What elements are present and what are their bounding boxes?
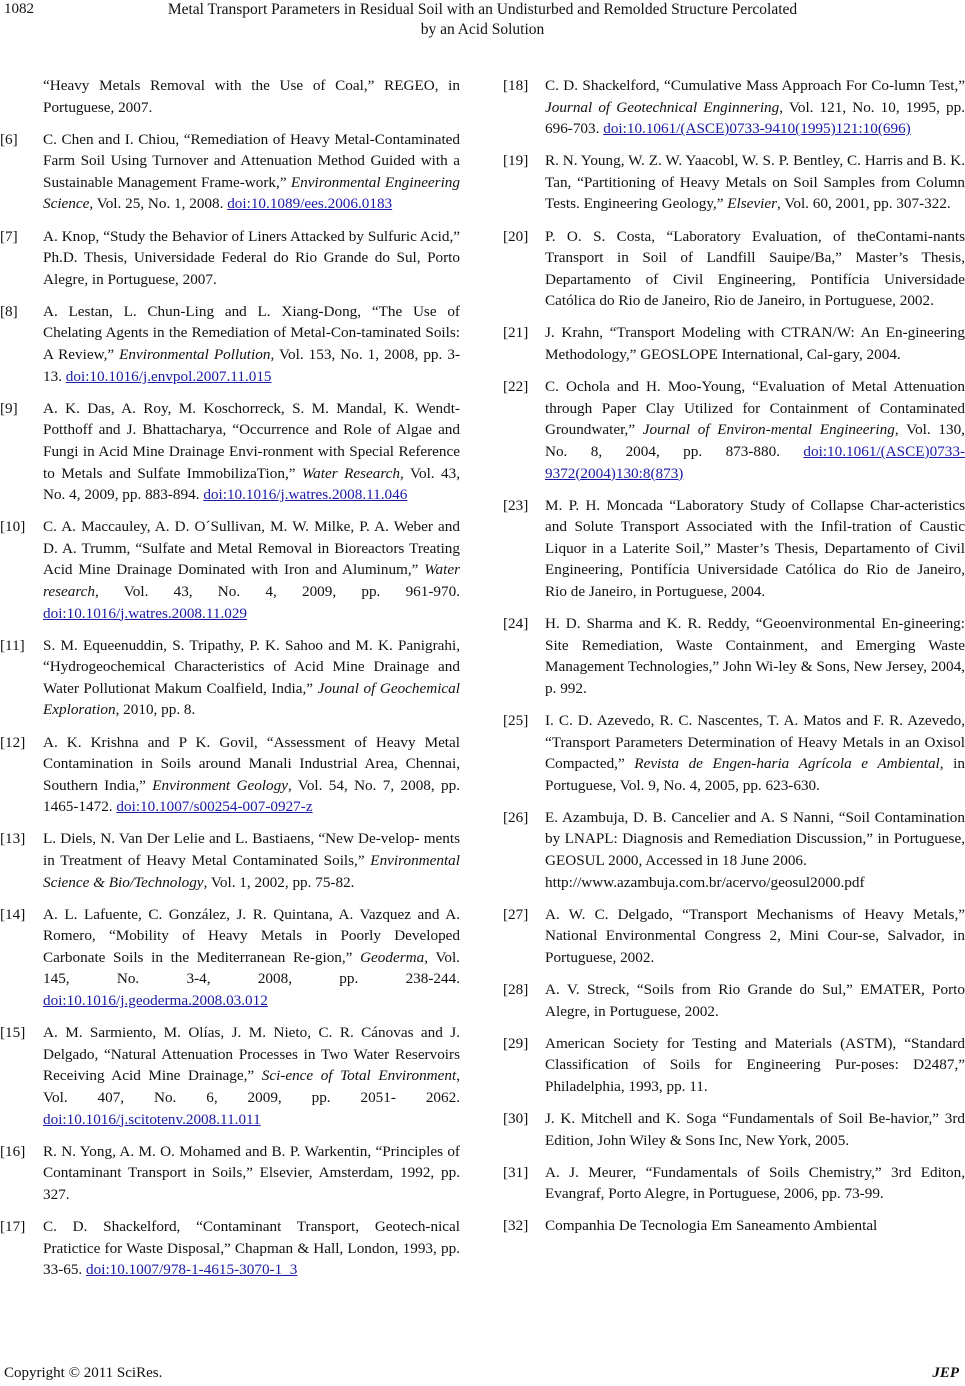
reference-number: [28] [503, 980, 529, 998]
reference-journal: Sci-ence of Total Environment [261, 1067, 457, 1085]
reference-url[interactable]: http://www.azambuja.com.br/acervo/geosul2000.pdf [545, 873, 865, 891]
reference-body: C. D. Shackelford, “Contaminant Transport, Geotech-nical Pratictice for Waste Disposal,” Chapman & Hall, London, 1993, pp. 33-65. [43, 1217, 460, 1279]
running-head [70, 0, 895, 40]
reference-text [545, 906, 965, 966]
reference-text [545, 712, 965, 794]
reference-details: , 2010, pp. 8. [115, 701, 196, 719]
reference-item [503, 1033, 965, 1098]
reference-item [0, 1141, 460, 1206]
reference-continuation: “Heavy Metals Removal with the Use of Coal,” REGEO, in Portuguese, 2007. [43, 77, 460, 116]
reference-number: [19] [503, 152, 529, 170]
reference-body: M. P. H. Moncada “Laboratory Study of Collapse Char-acteristics and Solute Transport Associated with the Infil-tration of Caustic Liquor in a Laterite Soil,” Master’s Thesis, Departamento of Civil Engineering, Pontifícia Universidade Católica do Rio de Janeiro, Rio de Janeiro, in Portuguese, 2004. [545, 496, 965, 600]
reference-details: , Vol. 54, No. 7, 2008, pp. 1465-1472. [43, 776, 461, 816]
reference-text [545, 1035, 965, 1095]
reference-body: E. Azambuja, D. B. Cancelier and A. S Nanni, “Soil Contamination by LNAPL: Diagnosis and Remediation Discussion,” in Portuguese, GEOSUL 2000, Accessed in 18 June 2006. [545, 808, 965, 869]
reference-number: [11] [0, 636, 25, 654]
footer-copyright: Copyright © 2011 SciRes. [4, 1365, 163, 1381]
reference-journal: Water Research [301, 464, 401, 482]
reference-item [0, 635, 460, 721]
reference-number: [8] [0, 302, 18, 320]
reference-body: A. M. Sarmiento, M. Olías, J. M. Nieto, C. R. Cánovas and J. Delgado, “Natural Attenuation Processes in Two Water Reservoirs Receiving Acid Mine Drainage,” [43, 1024, 460, 1085]
reference-number: [21] [503, 324, 529, 342]
left-column [0, 75, 461, 1291]
reference-text [43, 1143, 460, 1203]
reference-number: [6] [0, 130, 18, 148]
reference-journal: Journal of Geotechnical Enginnering [545, 98, 780, 116]
reference-number: [20] [503, 227, 529, 245]
doi-link[interactable]: doi:10.1061/(ASCE)0733-9372(2004)130:8(873) [545, 442, 965, 482]
reference-item [0, 129, 460, 215]
reference-item [503, 1215, 965, 1237]
reference-number: [29] [503, 1034, 529, 1052]
reference-body: P. O. S. Costa, “Laboratory Evaluation, of theContami-nants Transport in Soil of Landfill Sauipe/Ba,” Master’s Thesis, Departamento of Civil Engineering, Pontifícia Universidade Católica do Rio de Janeiro, Rio de Janeiro, in Portuguese, 2002. [545, 227, 965, 310]
reference-journal: Environmental Pollution [119, 346, 271, 364]
reference-item [503, 376, 965, 484]
reference-details: , Vol. 25, No. 1, 2008. [89, 195, 228, 213]
reference-text [43, 131, 460, 213]
reference-body: R. N. Young, W. Z. W. Yaacobl, W. S. P. Bentley, C. Harris and B. K. Tan, “Partitioning of Heavy Metals on Soil Samples from Column Tests. Engineering Geology,” [545, 152, 965, 213]
reference-number: [10] [0, 518, 26, 536]
reference-text [43, 734, 460, 816]
reference-text [545, 1164, 965, 1203]
reference-body: J. Krahn, “Transport Modeling with CTRAN/W: An En-gineering Methodology,” GEOSLOPE International, Cal-gary, 2004. [545, 324, 965, 364]
reference-item [0, 1022, 460, 1130]
reference-details: , Vol. 1, 2002, pp. 75-82. [203, 873, 355, 891]
doi-link[interactable]: doi:10.1016/j.watres.2008.11.046 [203, 486, 408, 504]
reference-journal: Environment Geology [152, 776, 288, 794]
reference-item [503, 495, 965, 603]
left-reference-list [0, 129, 461, 1281]
reference-text [43, 1024, 460, 1127]
reference-journal: Environmental Engineering Science [43, 173, 460, 213]
running-head-line2: by an Acid Solution [420, 21, 545, 38]
reference-number: [14] [0, 905, 26, 923]
reference-text [545, 809, 965, 893]
reference-body: A. V. Streck, “Soils from Rio Grande do Sul,” EMATER, Porto Alegre, in Portuguese, 2002. [545, 980, 965, 1020]
reference-item [0, 301, 460, 387]
reference-text [545, 324, 965, 363]
reference-item [503, 322, 965, 365]
reference-item [503, 75, 965, 140]
doi-link[interactable]: doi:10.1061/(ASCE)0733-9410(1995)121:10(696) [603, 120, 911, 138]
reference-body: C. Ochola and H. Moo-Young, “Evaluation of Metal Attenuation through Paper Clay Utilized for Containment of Contaminated Groundwater,” [545, 378, 965, 439]
reference-text [545, 981, 965, 1020]
reference-body: A. K. Krishna and P K. Govil, “Assessment of Heavy Metal Contamination in Soils around Manali Industrial Area, Chennai, Southern India,” [43, 733, 460, 794]
footer-journal-abbr: JEP [932, 1365, 959, 1381]
reference-item [503, 979, 965, 1022]
reference-details: , in Portuguese, Vol. 9, No. 4, 2005, pp. 623-630. [545, 755, 965, 794]
reference-item [503, 226, 965, 312]
doi-link[interactable]: doi:10.1007/978-1-4615-3070-1_3 [86, 1261, 298, 1279]
reference-item [0, 226, 460, 291]
reference-journal: Elsevier [727, 195, 778, 213]
reference-body: A. Knop, “Study the Behavior of Liners Attacked by Sulfuric Acid,” Ph.D. Thesis, Universidade Federal do Rio Grande do Sul, Porto Alegre, in Portuguese, 2007. [43, 227, 460, 288]
reference-text [545, 1217, 877, 1234]
reference-journal: Journal of Environ-mental Engineering [642, 421, 895, 439]
reference-number: [16] [0, 1142, 26, 1160]
reference-number: [32] [503, 1217, 529, 1235]
reference-number: [23] [503, 496, 529, 514]
reference-number: [27] [503, 905, 529, 923]
reference-body: H. D. Sharma and K. R. Reddy, “Geoenvironmental En-gineering: Site Remediation, Waste Containment, and Emerging Waste Management Technologies,” John Wi-ley & Sons, New Jersey, 2004, p. 992. [545, 615, 965, 697]
reference-details: , Vol. 121, No. 10, 1995, pp. 696-703. [545, 98, 965, 138]
reference-journal: Environmental Science & Bio/Technology [43, 852, 460, 891]
running-head-line1: Metal Transport Parameters in Residual Soil with an Undisturbed and Remolded Structure Percolated [167, 1, 798, 18]
reference-item [0, 516, 460, 624]
reference-number: [13] [0, 830, 26, 848]
doi-link[interactable]: doi:10.1016/j.watres.2008.11.029 [43, 604, 248, 622]
reference-item [0, 732, 461, 818]
right-reference-list [503, 75, 965, 1237]
reference-number: [30] [503, 1109, 529, 1127]
reference-body: A. L. Lafuente, C. González, J. R. Quintana, A. Vazquez and A. Romero, “Mobility of Heavy Metals in Poorly Developed Carbonate Soils in the Mediterranean Re-gion,” [43, 905, 460, 966]
doi-link[interactable]: doi:10.1007/s00254-007-0927-z [116, 798, 313, 816]
reference-journal: Geoderma [360, 948, 425, 966]
reference-details: , Vol. 43, No. 4, 2009, pp. 961-970. [95, 582, 460, 600]
reference-text [43, 906, 460, 1009]
reference-journal: Jounal of Geochemical Exploration [43, 679, 460, 719]
reference-item [503, 807, 965, 893]
reference-body: A. Lestan, L. Chun-Ling and L. Xiang-Dong, “The Use of Chelating Agents in the Remediation of Metal-Con-taminated Soils: A Review,” [43, 302, 460, 364]
reference-item [503, 1108, 965, 1151]
reference-item [0, 398, 460, 506]
reference-body: A. J. Meurer, “Fundamentals of Soils Chemistry,” 3rd Editon, Evangraf, Porto Alegre, in Portuguese, 2006, pp. 73-99. [545, 1163, 965, 1203]
reference-item [503, 150, 965, 215]
reference-number: [18] [503, 77, 529, 94]
reference-number: [31] [503, 1163, 529, 1181]
reference-body: R. N. Yong, A. M. O. Mohamed and B. P. Warkentin, “Principles of Contaminant Transport in Soils,” Elsevier, Amsterdam, 1992, pp. 327. [43, 1142, 460, 1203]
page-number: 1082 [4, 1, 34, 17]
reference-item [0, 828, 460, 893]
reference-body: L. Diels, N. Van Der Lelie and L. Bastiaens, “New De-velop- ments in Treatment of Heavy Metal Contaminated Soils,” [43, 830, 460, 869]
reference-item [503, 1162, 965, 1205]
right-column [503, 75, 965, 1247]
reference-number: [17] [0, 1217, 26, 1235]
reference-text [43, 303, 460, 385]
reference-details: , Vol. 60, 2001, pp. 307-322. [777, 195, 951, 213]
reference-number: [7] [0, 227, 18, 245]
reference-body: A. K. Das, A. Roy, M. Koschorreck, S. M. Mandal, K. Wendt-Potthoff and J. Bhattacharya, “Occurrence and Role of Algae and Fungi in Acid Mine Drainage Envi-ronment with Special Reference to Metals and Sulfate ImmobilizaTion,” [43, 399, 460, 482]
reference-text [43, 228, 460, 288]
reference-details: , Vol. 130, No. 8, 2004, pp. 873-880. [545, 421, 965, 460]
reference-details: , Vol. 43, No. 4, 2009, pp. 883-894. [43, 464, 460, 504]
reference-number: [15] [0, 1024, 26, 1042]
reference-journal: Revista de Engen-haria Agrícola e Ambiental [634, 755, 940, 773]
reference-body: A. W. C. Delgado, “Transport Mechanisms of Heavy Metals,” National Environmental Congress 2, Mini Cour-se, Salvador, in Portuguese, 2002. [545, 905, 965, 966]
reference-details: , Vol. 145, No. 3-4, 2008, pp. 238-244. [43, 948, 460, 988]
doi-link[interactable]: doi:10.1089/ees.2006.0183 [227, 195, 393, 213]
reference-item [503, 904, 965, 969]
reference-body: C. A. Maccauley, A. D. O´Sullivan, M. W. Milke, P. A. Weber and D. A. Trumm, “Sulfate and Metal Removal in Bioreactors Treating Acid Mine Drainage Dominated with Iron and Aluminum,” [43, 518, 460, 579]
reference-number: [9] [0, 399, 18, 417]
reference-number: [22] [503, 378, 529, 396]
reference-text [545, 228, 965, 310]
reference-text [43, 1218, 460, 1278]
reference-details: , Vol. 153, No. 1, 2008, pp. 3-13. [43, 346, 460, 385]
reference-item [0, 1216, 460, 1281]
reference-body: C. Chen and I. Chiou, “Remediation of Heavy Metal-Contaminated Farm Soil Using Turnover and Attenuation Method Guided with a Sustainable Management Frame-work,” [43, 130, 460, 191]
reference-body: S. M. Equeenuddin, S. Tripathy, P. K. Sahoo and M. K. Panigrahi, “Hydrogeochemical Characteristics of Acid Mine Drainage and Water Pollutionat Makum Coalfield, India,” [43, 636, 460, 697]
reference-number: [25] [503, 711, 529, 729]
reference-body: American Society for Testing and Materials (ASTM), “Standard Classification of Soils for Engineering Pur-poses: D2487,” Philadelphia, 1993, pp. 11. [545, 1034, 965, 1095]
reference-body: I. C. D. Azevedo, R. C. Nascentes, T. A. Matos and F. R. Azevedo, “Transport Parameters Determination of Heavy Metals in an Oxisol Compacted,” [545, 711, 965, 773]
reference-number: [26] [503, 808, 529, 826]
reference-details: , Vol. 407, No. 6, 2009, pp. 2051- 2062. [43, 1067, 460, 1106]
doi-link[interactable]: doi:10.1016/j.scitotenv.2008.11.011 [43, 1110, 261, 1128]
reference-journal: Water research [43, 561, 460, 600]
reference-text [43, 637, 460, 719]
reference-item [0, 904, 460, 1012]
reference-body: Companhia De Tecnologia Em Saneamento Ambiental [545, 1217, 878, 1235]
reference-text [545, 1110, 965, 1149]
reference-item [503, 710, 965, 796]
reference-item [503, 613, 965, 699]
reference-text [545, 497, 965, 600]
reference-number: [12] [0, 733, 26, 751]
reference-text [43, 400, 460, 503]
doi-link[interactable]: doi:10.1016/j.geoderma.2008.03.012 [43, 992, 268, 1010]
reference-text [545, 378, 965, 481]
reference-text [43, 830, 460, 890]
reference-number: [24] [503, 615, 529, 633]
reference-text [545, 152, 965, 212]
reference-body: C. D. Shackelford, “Cumulative Mass Approach For Co-lumn Test,” [545, 77, 965, 94]
reference-body: J. K. Mitchell and K. Soga “Fundamentals of Soil Be-havior,” 3rd Edition, John Wiley & Sons Inc, New York, 2005. [545, 1109, 965, 1149]
doi-link[interactable]: doi:10.1016/j.envpol.2007.11.015 [65, 367, 272, 385]
reference-text [43, 518, 460, 621]
reference-text [545, 77, 965, 137]
reference-text [545, 615, 965, 697]
